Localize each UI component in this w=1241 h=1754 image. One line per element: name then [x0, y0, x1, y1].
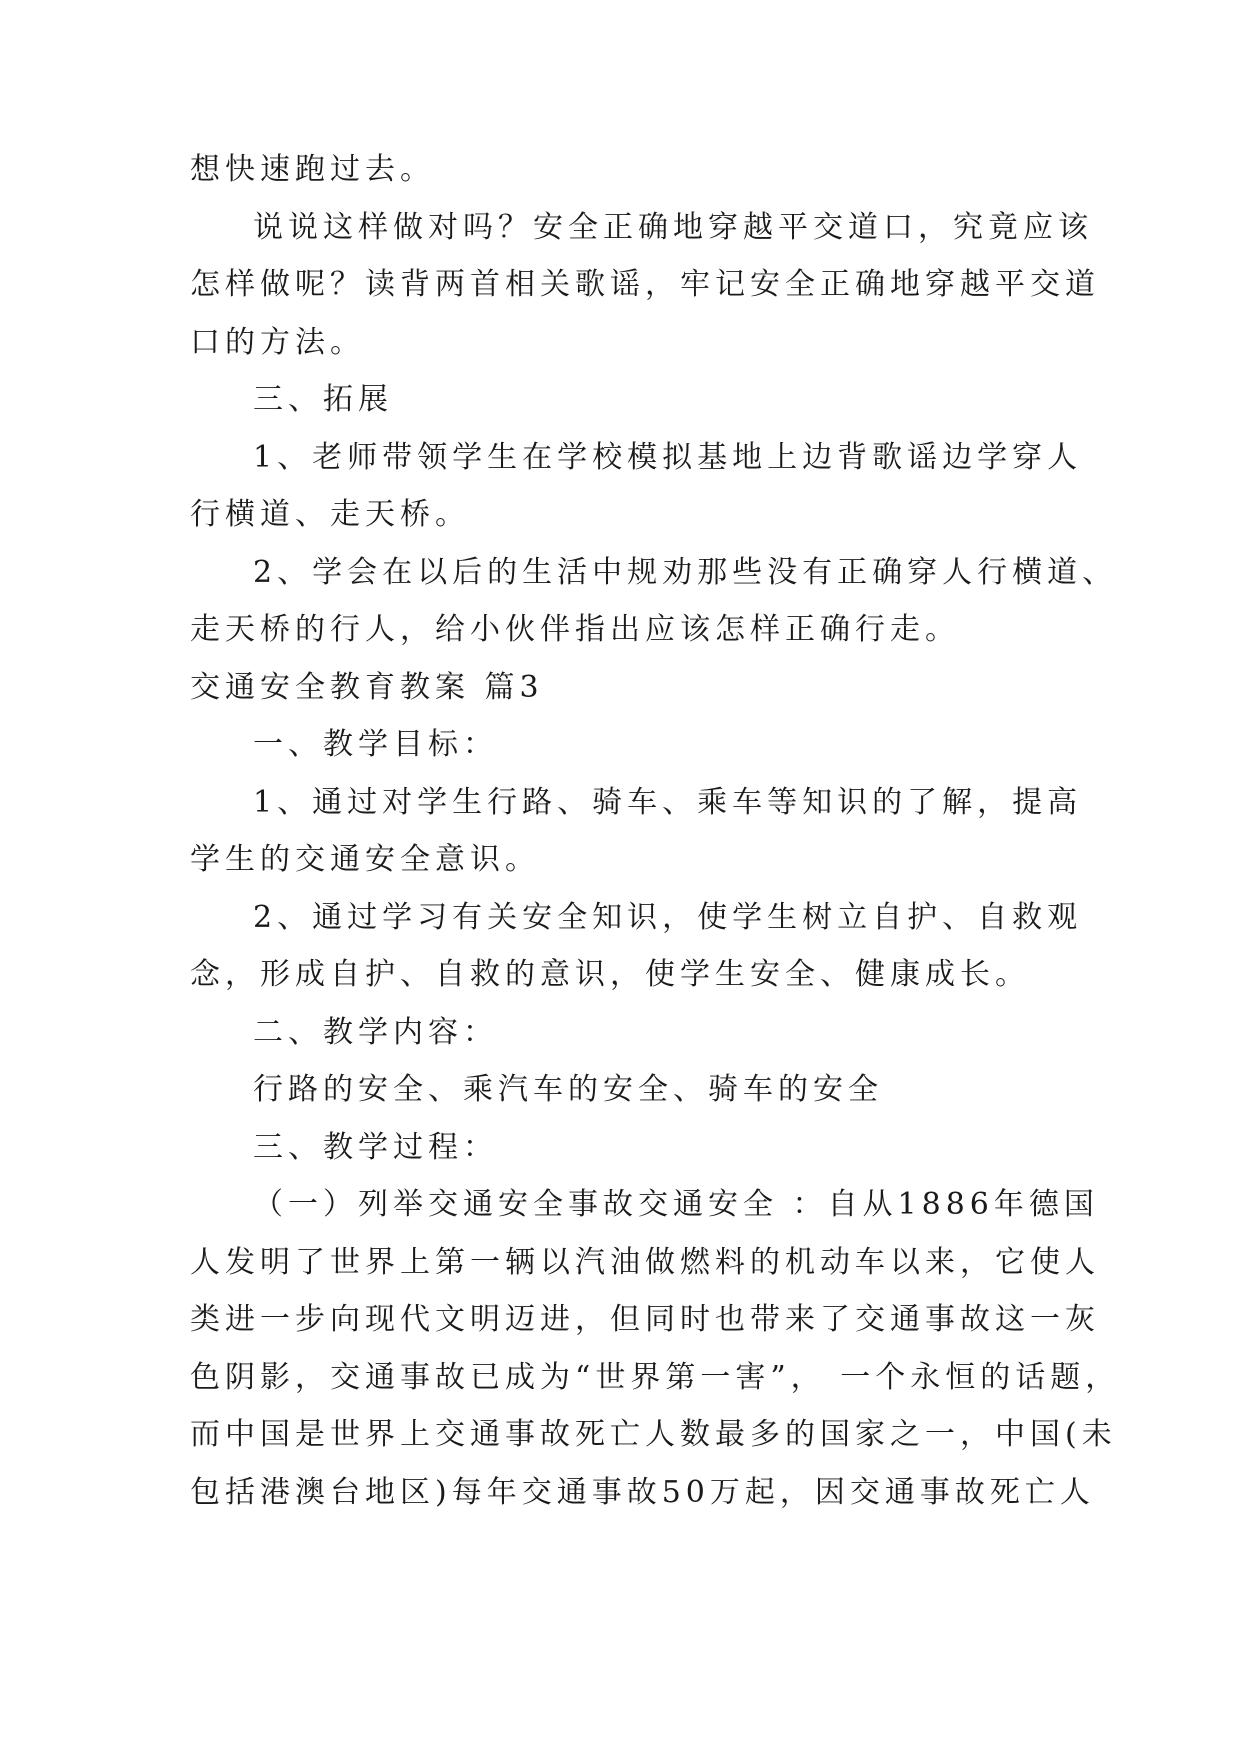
section-heading: 一、教学目标：: [253, 727, 498, 762]
text-line: 而中国是世界上交通事故死亡人数最多的国家之一，中国(未: [190, 1417, 1117, 1452]
text-line: （一）列举交通安全事故交通安全 ：自从1886年德国: [253, 1187, 1099, 1222]
text-line: 2、通过学习有关安全知识，使学生树立自护、自救观: [253, 900, 1083, 935]
text-line: 行路的安全、乘汽车的安全、骑车的安全: [253, 1072, 883, 1107]
text-line: 行横道、走天桥。: [190, 497, 470, 532]
text-line: 人发明了世界上第一辆以汽油做燃料的机动车以来，它使人: [190, 1245, 1100, 1280]
text-line: 说说这样做对吗？安全正确地穿越平交道口，究竟应该: [253, 210, 1093, 245]
text-line: 2、学会在以后的生活中规劝那些没有正确穿人行横道、: [253, 555, 1118, 590]
section-heading: 二、教学内容：: [253, 1015, 498, 1050]
text-line: 口的方法。: [190, 325, 365, 360]
text-line: 念，形成自护、自救的意识，使学生安全、健康成长。: [190, 957, 1030, 992]
text-line: 1、通过对学生行路、骑车、乘车等知识的了解，提高: [253, 785, 1083, 820]
text-line: 想快速跑过去。: [190, 152, 435, 187]
text-line: 包括港澳台地区)每年交通事故50万起，因交通事故死亡人: [190, 1475, 1095, 1510]
chapter-heading: 交通安全教育教案 篇3: [190, 670, 544, 705]
text-line: 学生的交通安全意识。: [190, 842, 540, 877]
text-line: 1、老师带领学生在学校模拟基地上边背歌谣边学穿人: [253, 440, 1083, 475]
section-heading: 三、拓展: [253, 382, 393, 417]
text-line: 走天桥的行人，给小伙伴指出应该怎样正确行走。: [190, 612, 960, 647]
text-line: 色阴影，交通事故已成为“世界第一害”， 一个永恒的话题，: [190, 1360, 1121, 1395]
text-line: 怎样做呢？读背两首相关歌谣，牢记安全正确地穿越平交道: [190, 267, 1100, 302]
section-heading: 三、教学过程：: [253, 1130, 498, 1165]
text-line: 类进一步向现代文明迈进，但同时也带来了交通事故这一灰: [190, 1302, 1100, 1337]
